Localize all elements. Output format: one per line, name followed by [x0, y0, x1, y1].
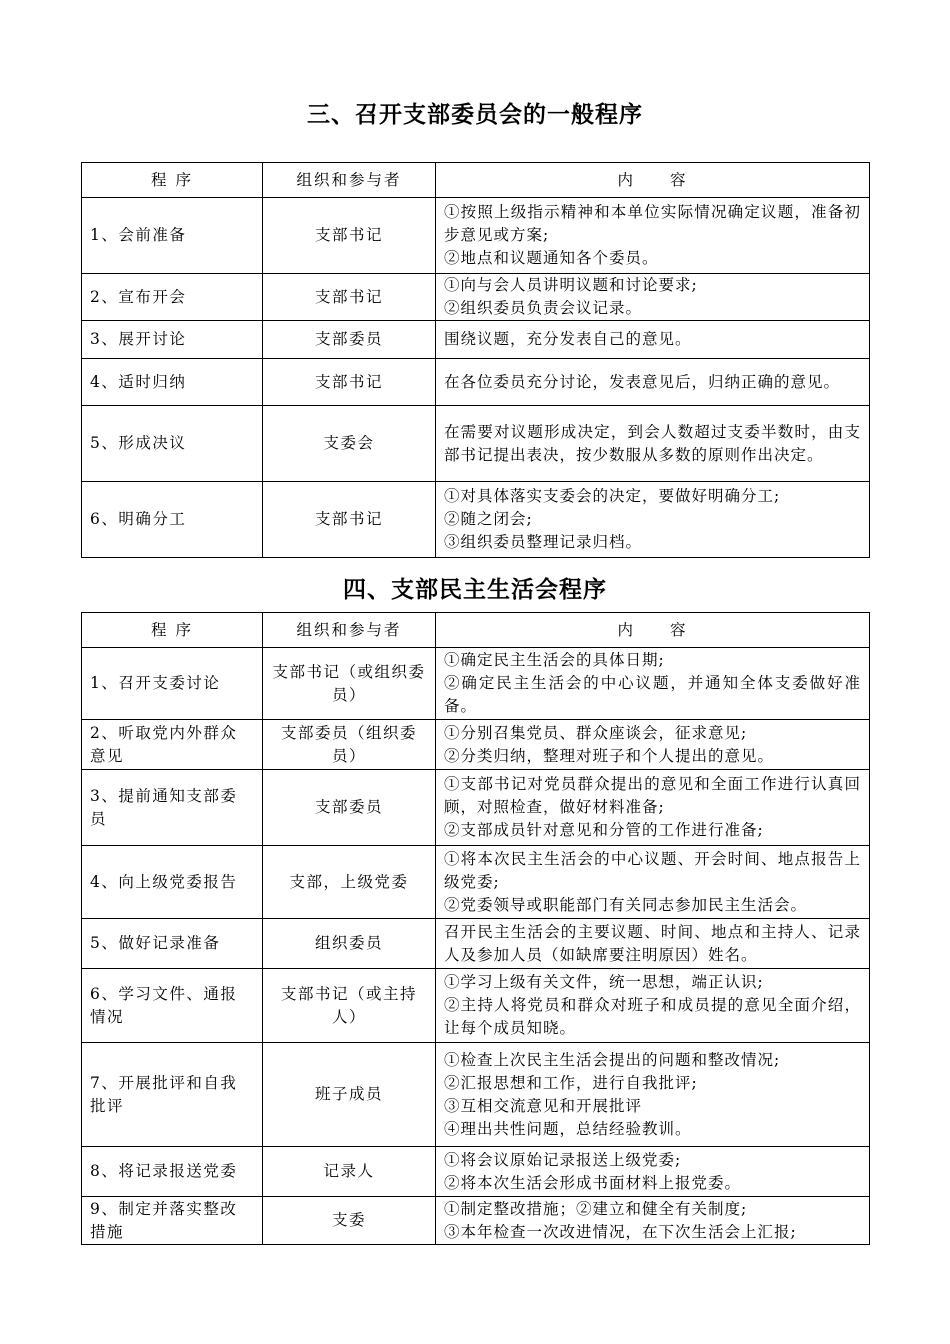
participant-cell: 支部委员 [263, 770, 436, 846]
participant-cell: 支部书记（或组织委员） [263, 648, 436, 720]
participant-cell: 班子成员 [263, 1043, 436, 1147]
table-row [82, 1147, 870, 1197]
content-cell [436, 359, 870, 406]
content-line: 在需要对议题形成决定，到会人数超过支委半数时，由支部书记提出表决，按少数服从多数的原则作出决定。 [444, 422, 861, 464]
participant-cell: 支部，上级党委 [263, 846, 436, 919]
step-cell: 6、学习文件、通报情况 [82, 969, 263, 1043]
step-cell: 5、做好记录准备 [82, 919, 263, 969]
step-cell: 3、提前通知支部委员 [82, 770, 263, 846]
participant-cell: 支部委员（组织委员） [263, 720, 436, 770]
participant-cell: 支部委员 [263, 321, 436, 359]
participant-cell: 支部书记 [263, 482, 436, 558]
content-line: ①分别召集党员、群众座谈会，征求意见; [444, 723, 748, 742]
content-line: ②确定民主生活会的中心议题，并通知全体支委做好准备。 [444, 674, 861, 715]
table-row [82, 482, 870, 558]
content-cell [436, 648, 870, 720]
content-cell [436, 321, 870, 359]
content-cell [436, 406, 870, 482]
content-line: 召开民主生活会的主要议题、时间、地点和主持人、记录人及参加人员（如缺席要注明原因）姓名。 [444, 922, 861, 964]
table-header-row [82, 613, 870, 648]
step-cell: 1、会前准备 [82, 198, 263, 274]
step-cell: 2、听取党内外群众意见 [82, 720, 263, 770]
content-cell [436, 274, 870, 321]
content-cell [436, 969, 870, 1043]
table-row [82, 846, 870, 919]
committee-meeting-table [81, 162, 870, 558]
table-row [82, 720, 870, 770]
table-row [82, 406, 870, 482]
step-cell: 6、明确分工 [82, 482, 263, 558]
content-line: ①检查上次民主生活会提出的问题和整改情况; [444, 1050, 781, 1069]
table-row [82, 198, 870, 274]
participant-cell: 支部书记 [263, 274, 436, 321]
step-cell: 7、开展批评和自我批评 [82, 1043, 263, 1147]
content-line: ②将本次生活会形成书面材料上报党委。 [444, 1173, 742, 1192]
header-content: 内 容 [436, 613, 870, 648]
content-cell [436, 1147, 870, 1197]
step-cell: 5、形成决议 [82, 406, 263, 482]
participant-cell: 记录人 [263, 1147, 436, 1197]
content-line: ②分类归纳，整理对班子和个人提出的意见。 [444, 746, 775, 765]
step-cell: 8、将记录报送党委 [82, 1147, 263, 1197]
step-cell: 3、展开讨论 [82, 321, 263, 359]
table-row [82, 770, 870, 846]
table-row [82, 969, 870, 1043]
table-header-row [82, 163, 870, 198]
section-3-title: 三、召开支部委员会的一般程序 [307, 102, 643, 128]
content-line: ②主持人将党员和群众对班子和成员提的意见全面介绍，让每个成员知晓。 [444, 996, 861, 1037]
content-cell [436, 919, 870, 969]
content-line: 围绕议题，充分发表自己的意见。 [444, 330, 692, 348]
content-line: ②支部成员针对意见和分管的工作进行准备; [444, 821, 764, 839]
content-line: ④理出共性问题，总结经验教训。 [444, 1119, 692, 1138]
content-line: ②党委领导或职能部门有关同志参加民主生活会。 [444, 895, 808, 914]
content-line: ①将本次民主生活会的中心议题、开会时间、地点报告上级党委; [444, 849, 861, 891]
content-cell [436, 770, 870, 846]
content-line: ①向与会人员讲明议题和讨论要求; [444, 276, 698, 294]
section-4-title: 四、支部民主生活会程序 [343, 577, 607, 603]
content-line: ①支部书记对党员群众提出的意见和全面工作进行认真回顾，对照检查，做好材料准备; [444, 775, 861, 816]
table-row [82, 648, 870, 720]
header-org: 组织和参与者 [263, 163, 436, 198]
header-step: 程 序 [82, 613, 263, 648]
content-cell [436, 846, 870, 919]
content-line: ③互相交流意见和开展批评 [444, 1096, 643, 1115]
content-cell [436, 720, 870, 770]
content-cell [436, 1197, 870, 1245]
step-cell: 2、宣布开会 [82, 274, 263, 321]
content-line: ③组织委员整理记录归档。 [444, 533, 643, 551]
content-line: ①对具体落实支委会的决定，要做好明确分工; [444, 487, 781, 505]
content-line: ①确定民主生活会的具体日期; [444, 651, 665, 669]
table-row [82, 1043, 870, 1147]
content-line: ①将会议原始记录报送上级党委; [444, 1150, 682, 1169]
step-cell: 9、制定并落实整改措施 [82, 1197, 263, 1245]
header-content: 内 容 [436, 163, 870, 198]
participant-cell: 组织委员 [263, 919, 436, 969]
header-step: 程 序 [82, 163, 263, 198]
content-line: ②地点和议题通知各个委员。 [444, 249, 659, 267]
table-row [82, 321, 870, 359]
content-line: ②组织委员负责会议记录。 [444, 299, 643, 317]
content-line: 在各位委员充分讨论，发表意见后，归纳正确的意见。 [444, 372, 841, 391]
participant-cell: 支部书记 [263, 198, 436, 274]
participant-cell: 支部书记 [263, 359, 436, 406]
participant-cell: 支委 [263, 1197, 436, 1245]
table-row [82, 274, 870, 321]
participant-cell: 支部书记（或主持人） [263, 969, 436, 1043]
content-line: ③本年检查一次改进情况，在下次生活会上汇报; [444, 1222, 797, 1241]
header-org: 组织和参与者 [263, 613, 436, 648]
table-row [82, 1197, 870, 1245]
step-cell: 4、向上级党委报告 [82, 846, 263, 919]
content-cell [436, 198, 870, 274]
content-line: ①学习上级有关文件，统一思想，端正认识; [444, 973, 764, 991]
table-row [82, 359, 870, 406]
content-cell [436, 1043, 870, 1147]
content-line: ②随之闭会; [444, 510, 533, 528]
content-line: ②汇报思想和工作，进行自我批评; [444, 1073, 698, 1092]
table-row [82, 919, 870, 969]
content-cell [436, 482, 870, 558]
participant-cell: 支委会 [263, 406, 436, 482]
content-line: ①按照上级指示精神和本单位实际情况确定议题，准备初步意见或方案; [444, 203, 861, 244]
democratic-life-meeting-table [81, 612, 870, 1245]
step-cell: 4、适时归纳 [82, 359, 263, 406]
content-line: ①制定整改措施；②建立和健全有关制度; [444, 1199, 748, 1218]
step-cell: 1、召开支委讨论 [82, 648, 263, 720]
